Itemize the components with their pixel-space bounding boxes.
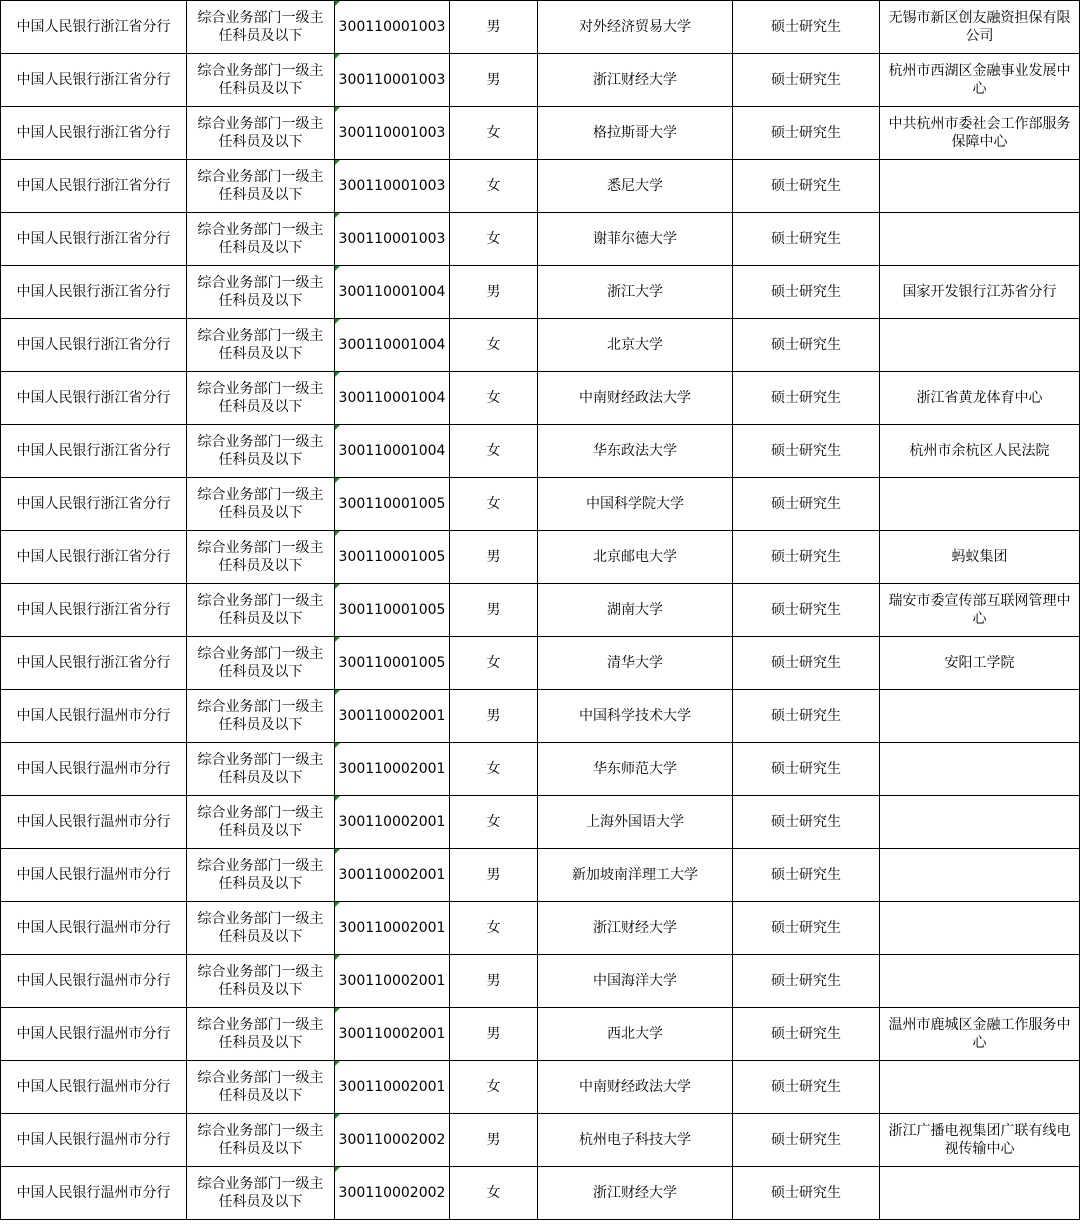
gender-cell: 女 bbox=[450, 637, 538, 690]
branch-cell: 中国人民银行浙江省分行 bbox=[1, 107, 187, 160]
degree-cell: 硕士研究生 bbox=[733, 1, 880, 54]
school-cell: 浙江财经大学 bbox=[538, 54, 733, 107]
table-row bbox=[1, 796, 1080, 849]
position-cell: 综合业务部门一级主任科员及以下 bbox=[187, 690, 335, 743]
employer-cell bbox=[880, 955, 1080, 1008]
employer-cell bbox=[880, 690, 1080, 743]
position-cell: 综合业务部门一级主任科员及以下 bbox=[187, 266, 335, 319]
table-row bbox=[1, 213, 1080, 266]
position-cell: 综合业务部门一级主任科员及以下 bbox=[187, 1, 335, 54]
branch-cell: 中国人民银行温州市分行 bbox=[1, 849, 187, 902]
employer-cell bbox=[880, 319, 1080, 372]
code-cell: 300110001004 bbox=[335, 319, 450, 372]
gender-cell: 女 bbox=[450, 425, 538, 478]
school-cell: 中国科学技术大学 bbox=[538, 690, 733, 743]
table-row bbox=[1, 425, 1080, 478]
school-cell: 杭州电子科技大学 bbox=[538, 1114, 733, 1167]
position-cell: 综合业务部门一级主任科员及以下 bbox=[187, 955, 335, 1008]
branch-cell: 中国人民银行温州市分行 bbox=[1, 902, 187, 955]
gender-cell: 女 bbox=[450, 478, 538, 531]
school-cell: 中国海洋大学 bbox=[538, 955, 733, 1008]
position-cell: 综合业务部门一级主任科员及以下 bbox=[187, 1008, 335, 1061]
gender-cell: 男 bbox=[450, 1114, 538, 1167]
position-cell: 综合业务部门一级主任科员及以下 bbox=[187, 584, 335, 637]
degree-cell: 硕士研究生 bbox=[733, 849, 880, 902]
branch-cell: 中国人民银行温州市分行 bbox=[1, 1061, 187, 1114]
employer-cell: 安阳工学院 bbox=[880, 637, 1080, 690]
table-row bbox=[1, 1008, 1080, 1061]
table-row bbox=[1, 478, 1080, 531]
table-row bbox=[1, 531, 1080, 584]
code-cell: 300110001005 bbox=[335, 637, 450, 690]
table-body bbox=[1, 1, 1080, 1220]
degree-cell: 硕士研究生 bbox=[733, 319, 880, 372]
branch-cell: 中国人民银行浙江省分行 bbox=[1, 478, 187, 531]
position-cell: 综合业务部门一级主任科员及以下 bbox=[187, 372, 335, 425]
gender-cell: 女 bbox=[450, 372, 538, 425]
gender-cell: 女 bbox=[450, 319, 538, 372]
branch-cell: 中国人民银行浙江省分行 bbox=[1, 531, 187, 584]
table-row bbox=[1, 54, 1080, 107]
code-cell: 300110001003 bbox=[335, 54, 450, 107]
employer-cell bbox=[880, 849, 1080, 902]
school-cell: 谢菲尔德大学 bbox=[538, 213, 733, 266]
school-cell: 北京邮电大学 bbox=[538, 531, 733, 584]
position-cell: 综合业务部门一级主任科员及以下 bbox=[187, 531, 335, 584]
branch-cell: 中国人民银行浙江省分行 bbox=[1, 319, 187, 372]
school-cell: 中南财经政法大学 bbox=[538, 372, 733, 425]
degree-cell: 硕士研究生 bbox=[733, 955, 880, 1008]
code-cell: 300110001003 bbox=[335, 1, 450, 54]
degree-cell: 硕士研究生 bbox=[733, 690, 880, 743]
position-cell: 综合业务部门一级主任科员及以下 bbox=[187, 160, 335, 213]
degree-cell: 硕士研究生 bbox=[733, 1061, 880, 1114]
school-cell: 华东师范大学 bbox=[538, 743, 733, 796]
gender-cell: 女 bbox=[450, 1167, 538, 1220]
gender-cell: 女 bbox=[450, 107, 538, 160]
employer-cell: 国家开发银行江苏省分行 bbox=[880, 266, 1080, 319]
code-cell: 300110002001 bbox=[335, 690, 450, 743]
employer-cell bbox=[880, 743, 1080, 796]
gender-cell: 男 bbox=[450, 266, 538, 319]
gender-cell: 男 bbox=[450, 1008, 538, 1061]
table-row bbox=[1, 1114, 1080, 1167]
table-row bbox=[1, 955, 1080, 1008]
employer-cell bbox=[880, 902, 1080, 955]
code-cell: 300110002002 bbox=[335, 1167, 450, 1220]
gender-cell: 男 bbox=[450, 690, 538, 743]
degree-cell: 硕士研究生 bbox=[733, 1114, 880, 1167]
degree-cell: 硕士研究生 bbox=[733, 743, 880, 796]
position-cell: 综合业务部门一级主任科员及以下 bbox=[187, 425, 335, 478]
position-cell: 综合业务部门一级主任科员及以下 bbox=[187, 1167, 335, 1220]
employer-cell bbox=[880, 478, 1080, 531]
table-row bbox=[1, 319, 1080, 372]
employer-cell: 无锡市新区创友融资担保有限公司 bbox=[880, 1, 1080, 54]
school-cell: 浙江财经大学 bbox=[538, 1167, 733, 1220]
table-row bbox=[1, 1167, 1080, 1220]
table-row bbox=[1, 1061, 1080, 1114]
gender-cell: 女 bbox=[450, 160, 538, 213]
code-cell: 300110002001 bbox=[335, 849, 450, 902]
table-row bbox=[1, 266, 1080, 319]
table-row bbox=[1, 849, 1080, 902]
school-cell: 中国科学院大学 bbox=[538, 478, 733, 531]
gender-cell: 女 bbox=[450, 743, 538, 796]
branch-cell: 中国人民银行浙江省分行 bbox=[1, 584, 187, 637]
school-cell: 上海外国语大学 bbox=[538, 796, 733, 849]
position-cell: 综合业务部门一级主任科员及以下 bbox=[187, 1114, 335, 1167]
degree-cell: 硕士研究生 bbox=[733, 584, 880, 637]
gender-cell: 男 bbox=[450, 849, 538, 902]
degree-cell: 硕士研究生 bbox=[733, 796, 880, 849]
degree-cell: 硕士研究生 bbox=[733, 531, 880, 584]
table-row bbox=[1, 372, 1080, 425]
employer-cell: 瑞安市委宣传部互联网管理中心 bbox=[880, 584, 1080, 637]
degree-cell: 硕士研究生 bbox=[733, 637, 880, 690]
branch-cell: 中国人民银行浙江省分行 bbox=[1, 637, 187, 690]
branch-cell: 中国人民银行浙江省分行 bbox=[1, 160, 187, 213]
code-cell: 300110002001 bbox=[335, 1061, 450, 1114]
table-row bbox=[1, 107, 1080, 160]
code-cell: 300110002002 bbox=[335, 1114, 450, 1167]
gender-cell: 女 bbox=[450, 213, 538, 266]
employer-cell: 温州市鹿城区金融工作服务中心 bbox=[880, 1008, 1080, 1061]
branch-cell: 中国人民银行温州市分行 bbox=[1, 743, 187, 796]
school-cell: 新加坡南洋理工大学 bbox=[538, 849, 733, 902]
employer-cell bbox=[880, 796, 1080, 849]
school-cell: 浙江财经大学 bbox=[538, 902, 733, 955]
code-cell: 300110001003 bbox=[335, 213, 450, 266]
degree-cell: 硕士研究生 bbox=[733, 902, 880, 955]
degree-cell: 硕士研究生 bbox=[733, 372, 880, 425]
branch-cell: 中国人民银行温州市分行 bbox=[1, 1008, 187, 1061]
school-cell: 对外经济贸易大学 bbox=[538, 1, 733, 54]
branch-cell: 中国人民银行温州市分行 bbox=[1, 796, 187, 849]
school-cell: 中南财经政法大学 bbox=[538, 1061, 733, 1114]
branch-cell: 中国人民银行浙江省分行 bbox=[1, 54, 187, 107]
branch-cell: 中国人民银行浙江省分行 bbox=[1, 425, 187, 478]
code-cell: 300110002001 bbox=[335, 1008, 450, 1061]
school-cell: 浙江大学 bbox=[538, 266, 733, 319]
employer-cell: 蚂蚁集团 bbox=[880, 531, 1080, 584]
position-cell: 综合业务部门一级主任科员及以下 bbox=[187, 1061, 335, 1114]
degree-cell: 硕士研究生 bbox=[733, 213, 880, 266]
degree-cell: 硕士研究生 bbox=[733, 1167, 880, 1220]
table-row bbox=[1, 902, 1080, 955]
code-cell: 300110001005 bbox=[335, 584, 450, 637]
code-cell: 300110001004 bbox=[335, 425, 450, 478]
position-cell: 综合业务部门一级主任科员及以下 bbox=[187, 902, 335, 955]
code-cell: 300110001003 bbox=[335, 160, 450, 213]
branch-cell: 中国人民银行浙江省分行 bbox=[1, 1, 187, 54]
table-row bbox=[1, 160, 1080, 213]
code-cell: 300110002001 bbox=[335, 743, 450, 796]
employer-cell bbox=[880, 1061, 1080, 1114]
employer-cell: 浙江省黄龙体育中心 bbox=[880, 372, 1080, 425]
employer-cell bbox=[880, 1167, 1080, 1220]
code-cell: 300110001003 bbox=[335, 107, 450, 160]
table-row bbox=[1, 637, 1080, 690]
school-cell: 北京大学 bbox=[538, 319, 733, 372]
gender-cell: 女 bbox=[450, 796, 538, 849]
code-cell: 300110002001 bbox=[335, 955, 450, 1008]
position-cell: 综合业务部门一级主任科员及以下 bbox=[187, 107, 335, 160]
degree-cell: 硕士研究生 bbox=[733, 266, 880, 319]
table-row bbox=[1, 743, 1080, 796]
code-cell: 300110001004 bbox=[335, 372, 450, 425]
position-cell: 综合业务部门一级主任科员及以下 bbox=[187, 849, 335, 902]
school-cell: 格拉斯哥大学 bbox=[538, 107, 733, 160]
employer-cell bbox=[880, 160, 1080, 213]
branch-cell: 中国人民银行温州市分行 bbox=[1, 690, 187, 743]
employer-cell bbox=[880, 213, 1080, 266]
employer-cell: 浙江广播电视集团广联有线电视传输中心 bbox=[880, 1114, 1080, 1167]
employer-cell: 杭州市西湖区金融事业发展中心 bbox=[880, 54, 1080, 107]
position-cell: 综合业务部门一级主任科员及以下 bbox=[187, 213, 335, 266]
gender-cell: 女 bbox=[450, 1061, 538, 1114]
position-cell: 综合业务部门一级主任科员及以下 bbox=[187, 478, 335, 531]
branch-cell: 中国人民银行温州市分行 bbox=[1, 1167, 187, 1220]
degree-cell: 硕士研究生 bbox=[733, 425, 880, 478]
branch-cell: 中国人民银行浙江省分行 bbox=[1, 213, 187, 266]
school-cell: 湖南大学 bbox=[538, 584, 733, 637]
branch-cell: 中国人民银行温州市分行 bbox=[1, 1114, 187, 1167]
gender-cell: 男 bbox=[450, 54, 538, 107]
degree-cell: 硕士研究生 bbox=[733, 160, 880, 213]
table-row bbox=[1, 690, 1080, 743]
position-cell: 综合业务部门一级主任科员及以下 bbox=[187, 637, 335, 690]
employer-cell: 杭州市余杭区人民法院 bbox=[880, 425, 1080, 478]
gender-cell: 男 bbox=[450, 955, 538, 1008]
code-cell: 300110001004 bbox=[335, 266, 450, 319]
branch-cell: 中国人民银行温州市分行 bbox=[1, 955, 187, 1008]
branch-cell: 中国人民银行浙江省分行 bbox=[1, 266, 187, 319]
code-cell: 300110002001 bbox=[335, 902, 450, 955]
code-cell: 300110001005 bbox=[335, 478, 450, 531]
table-row bbox=[1, 1, 1080, 54]
school-cell: 悉尼大学 bbox=[538, 160, 733, 213]
degree-cell: 硕士研究生 bbox=[733, 478, 880, 531]
code-cell: 300110001005 bbox=[335, 531, 450, 584]
gender-cell: 女 bbox=[450, 902, 538, 955]
gender-cell: 男 bbox=[450, 584, 538, 637]
gender-cell: 男 bbox=[450, 531, 538, 584]
table-row bbox=[1, 584, 1080, 637]
school-cell: 清华大学 bbox=[538, 637, 733, 690]
position-cell: 综合业务部门一级主任科员及以下 bbox=[187, 743, 335, 796]
degree-cell: 硕士研究生 bbox=[733, 54, 880, 107]
code-cell: 300110002001 bbox=[335, 796, 450, 849]
school-cell: 西北大学 bbox=[538, 1008, 733, 1061]
position-cell: 综合业务部门一级主任科员及以下 bbox=[187, 319, 335, 372]
gender-cell: 男 bbox=[450, 1, 538, 54]
branch-cell: 中国人民银行浙江省分行 bbox=[1, 372, 187, 425]
employer-cell: 中共杭州市委社会工作部服务保障中心 bbox=[880, 107, 1080, 160]
position-cell: 综合业务部门一级主任科员及以下 bbox=[187, 796, 335, 849]
school-cell: 华东政法大学 bbox=[538, 425, 733, 478]
position-cell: 综合业务部门一级主任科员及以下 bbox=[187, 54, 335, 107]
degree-cell: 硕士研究生 bbox=[733, 1008, 880, 1061]
degree-cell: 硕士研究生 bbox=[733, 107, 880, 160]
